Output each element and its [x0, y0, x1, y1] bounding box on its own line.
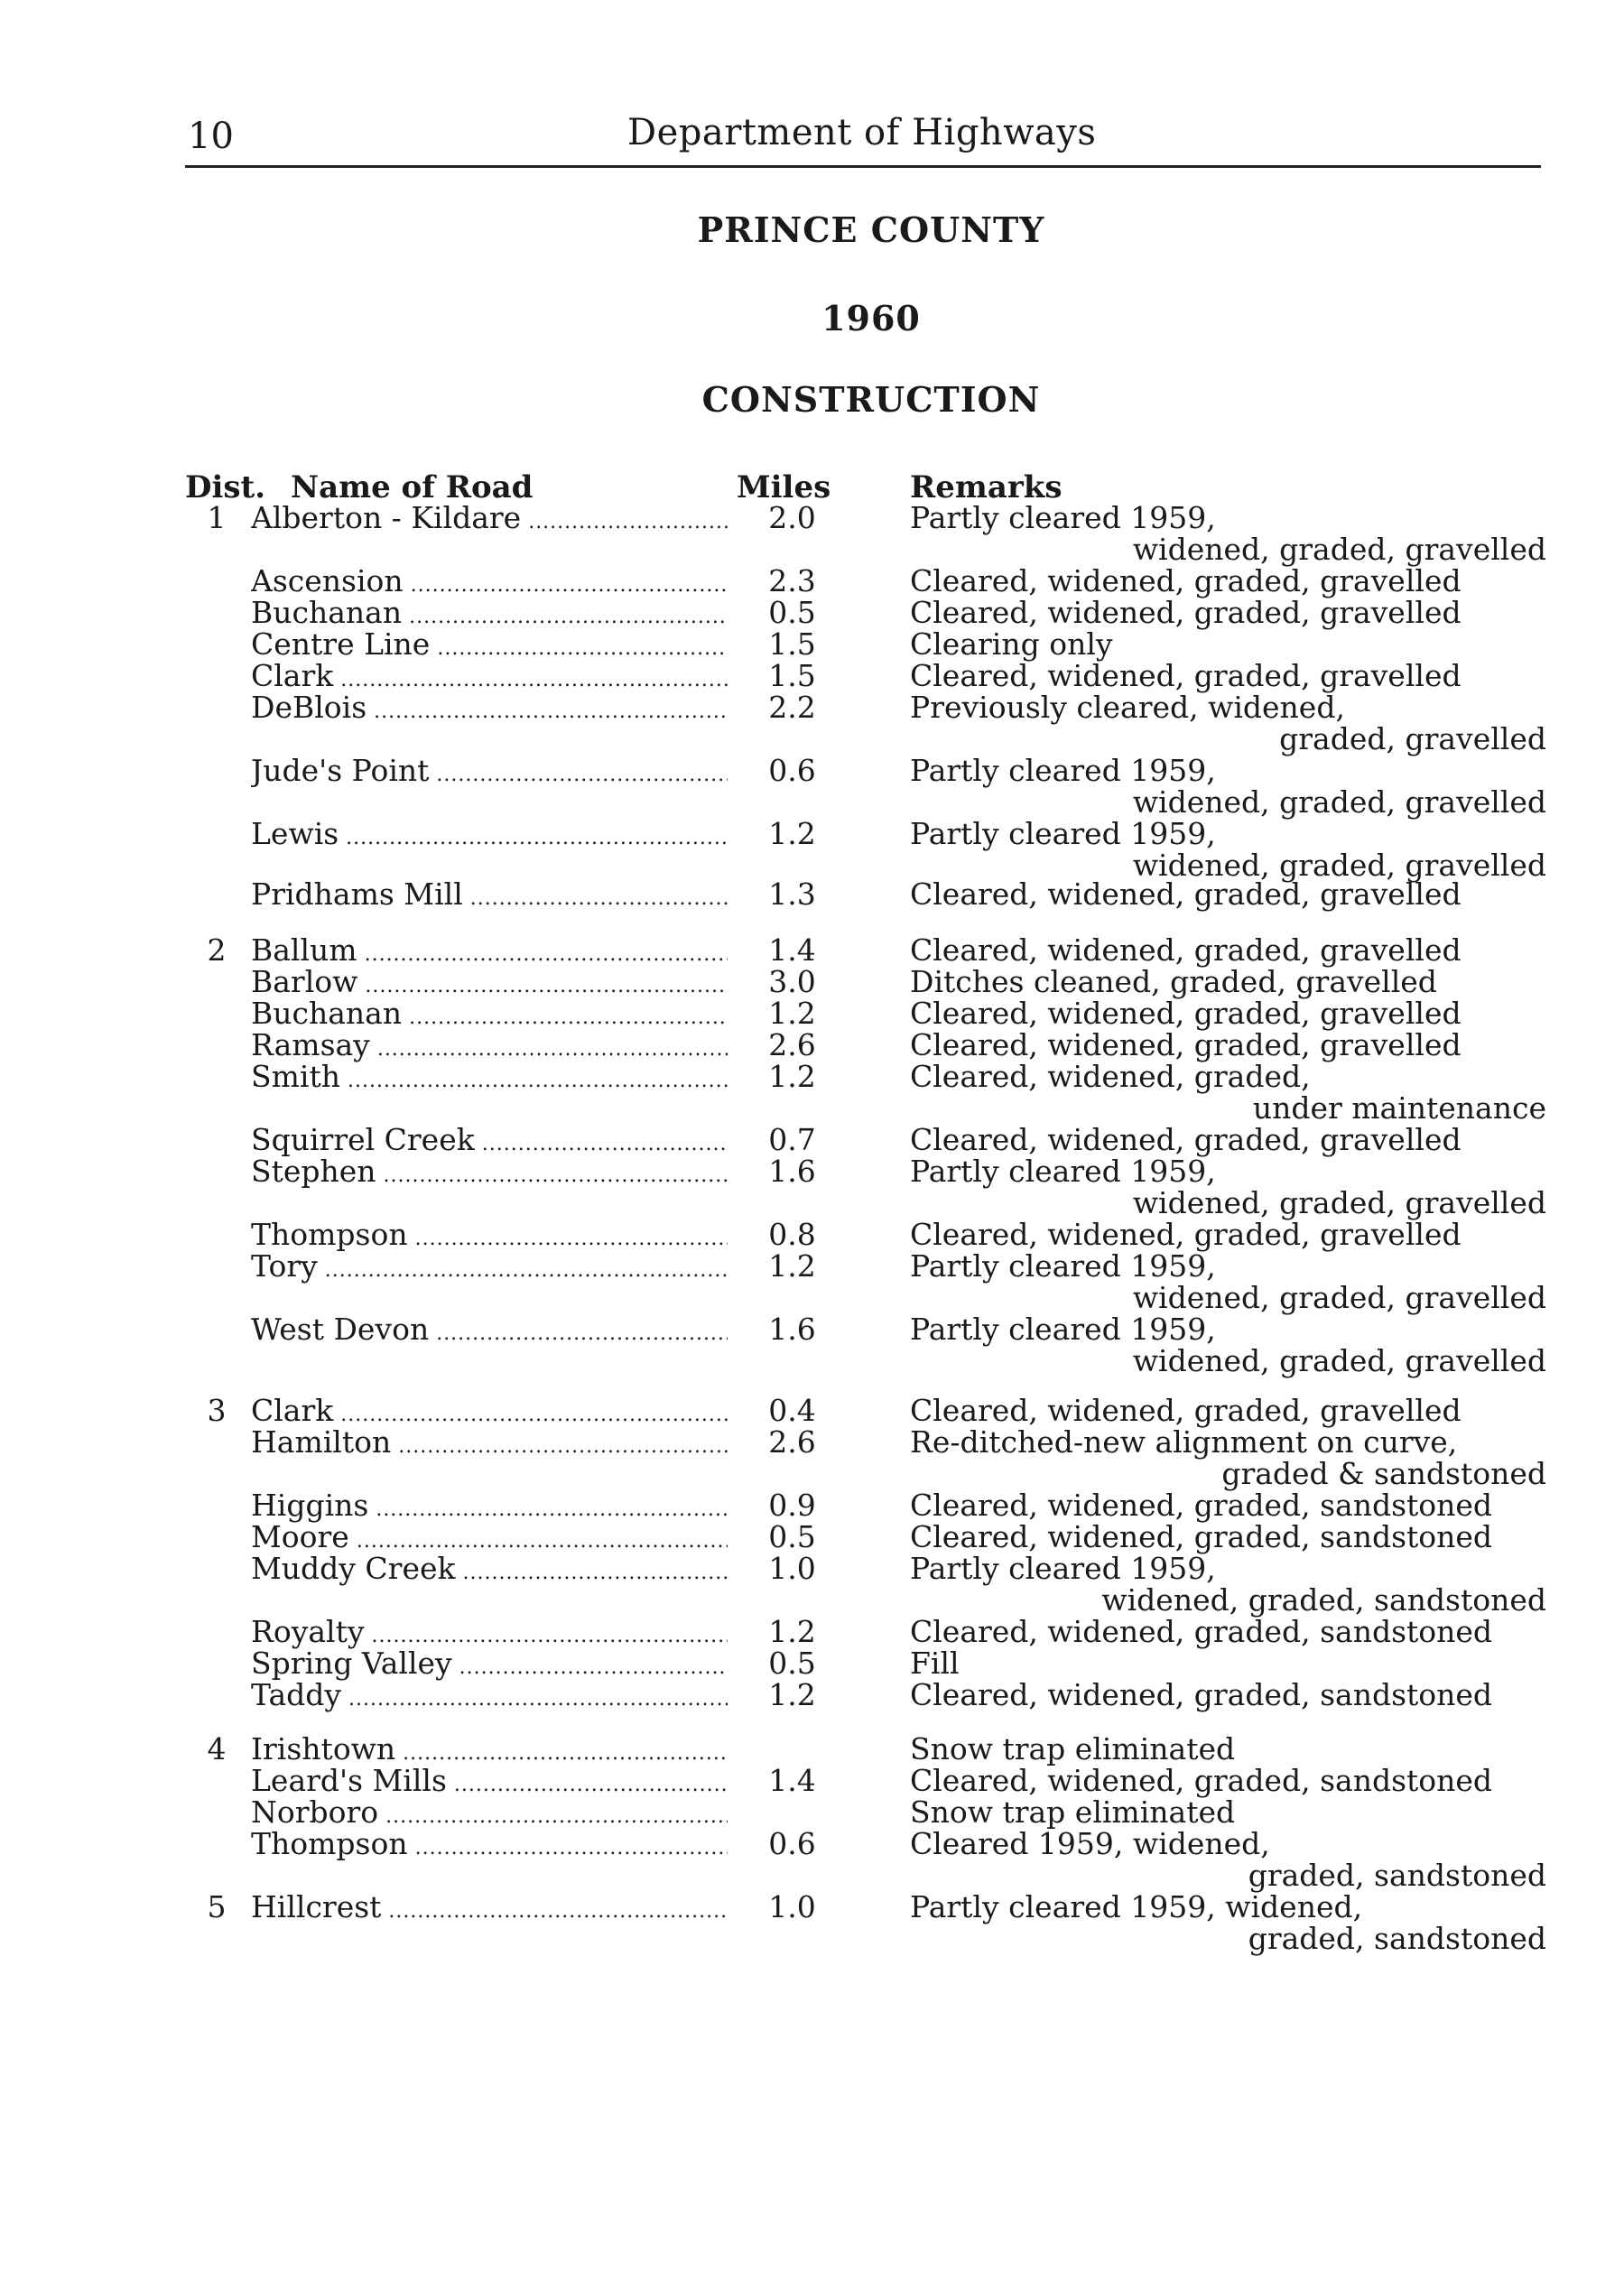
road-miles: 1.2 [768, 1059, 816, 1094]
remarks [910, 1489, 1546, 1521]
remarks-line-1: Partly cleared 1959, widened, [910, 1889, 1363, 1924]
running-title: Department of Highways [627, 112, 1097, 153]
column-header-dist: Dist. [185, 469, 266, 505]
road-miles: 1.4 [768, 1763, 816, 1798]
header-rule [185, 165, 1541, 168]
road-name: Clark ..... [251, 660, 728, 696]
district-number: 3 [207, 1393, 227, 1428]
road-miles: 0.5 [768, 595, 816, 630]
road-name: Tory ..... [251, 1250, 728, 1286]
remarks [910, 502, 1546, 565]
remarks-line-2: graded, sandstoned [1248, 1858, 1546, 1893]
remarks [910, 1029, 1546, 1061]
remarks-line-1: Re-ditched-new alignment on curve, [910, 1424, 1458, 1460]
road-name: Norboro ..... [251, 1796, 728, 1832]
road-miles: 0.4 [768, 1393, 816, 1428]
road-name: Leard's Mills ..... [251, 1765, 728, 1801]
road-miles: 3.0 [768, 964, 816, 999]
remarks [910, 1426, 1546, 1489]
remarks-line-1: Partly cleared 1959, [910, 1312, 1216, 1347]
road-miles: 1.5 [768, 658, 816, 693]
road-miles: 2.3 [768, 563, 816, 598]
remarks-line-1: Cleared, widened, graded, gravelled [910, 876, 1462, 912]
remarks-line-1: Partly cleared 1959, [910, 500, 1216, 535]
remarks [910, 755, 1546, 818]
road-miles: 1.3 [768, 876, 816, 912]
remarks [910, 660, 1546, 691]
road-name: Hamilton ..... [251, 1426, 728, 1462]
road-name: Moore ..... [251, 1521, 728, 1557]
district-number: 2 [207, 932, 227, 968]
remarks [910, 1313, 1546, 1377]
remarks [910, 1250, 1546, 1313]
remarks [910, 1124, 1546, 1155]
remarks-line-1: Cleared, widened, graded, [910, 1059, 1311, 1094]
remarks [910, 1891, 1546, 1954]
district-number: 1 [207, 500, 227, 535]
remarks [910, 934, 1546, 966]
road-miles: 1.2 [768, 996, 816, 1031]
road-miles: 1.0 [768, 1551, 816, 1586]
remarks [910, 1616, 1546, 1647]
remarks [910, 1521, 1546, 1553]
remarks-line-2: widened, graded, sandstoned [1101, 1582, 1546, 1618]
remarks [910, 1733, 1546, 1765]
road-name: Thompson ..... [251, 1219, 728, 1255]
remarks-line-2: widened, graded, gravelled [1132, 1343, 1546, 1378]
remarks [910, 565, 1546, 597]
remarks-line-1: Fill [910, 1646, 960, 1681]
remarks [910, 1828, 1546, 1891]
road-miles: 2.6 [768, 1424, 816, 1460]
remarks [910, 878, 1546, 910]
remarks-line-2: graded & sandstoned [1221, 1456, 1546, 1491]
remarks-line-1: Snow trap eliminated [910, 1794, 1236, 1830]
remarks-line-1: Cleared, widened, graded, gravelled [910, 1122, 1462, 1157]
remarks-line-2: under maintenance [1252, 1090, 1546, 1126]
remarks [910, 1219, 1546, 1250]
remarks [910, 1061, 1546, 1124]
remarks-line-1: Cleared, widened, graded, gravelled [910, 1217, 1462, 1252]
road-name: Squirrel Creek ..... [251, 1124, 728, 1160]
remarks-line-1: Cleared, widened, graded, gravelled [910, 658, 1462, 693]
remarks-line-1: Cleared, widened, graded, gravelled [910, 595, 1462, 630]
road-miles: 1.2 [768, 1677, 816, 1712]
remarks [910, 1796, 1546, 1828]
road-name: Clark ..... [251, 1395, 728, 1431]
remarks-line-2: widened, graded, gravelled [1132, 784, 1546, 820]
column-header-name: Name of Road [291, 469, 534, 505]
remarks-line-1: Partly cleared 1959, [910, 816, 1216, 851]
road-miles: 0.5 [768, 1519, 816, 1554]
road-miles: 1.2 [768, 1614, 816, 1649]
road-miles: 1.6 [768, 1312, 816, 1347]
year-title: 1960 [821, 298, 921, 338]
remarks [910, 628, 1546, 660]
road-name: Barlow ..... [251, 966, 728, 1002]
county-title: PRINCE COUNTY [697, 209, 1045, 250]
remarks-line-1: Cleared, widened, graded, gravelled [910, 563, 1462, 598]
road-miles: 2.6 [768, 1027, 816, 1062]
remarks [910, 1155, 1546, 1219]
remarks [910, 1647, 1546, 1679]
road-name: Ascension ..... [251, 565, 728, 601]
road-miles: 1.5 [768, 626, 816, 662]
remarks-line-2: widened, graded, gravelled [1132, 1185, 1546, 1220]
remarks-line-2: widened, graded, gravelled [1132, 848, 1546, 883]
column-header-miles: Miles [737, 469, 831, 505]
remarks [910, 1765, 1546, 1796]
road-name: Lewis ..... [251, 818, 728, 854]
remarks-line-1: Ditches cleaned, graded, gravelled [910, 964, 1437, 999]
remarks-line-1: Cleared, widened, graded, sandstoned [910, 1677, 1493, 1712]
road-name: Centre Line ..... [251, 628, 728, 664]
remarks-line-1: Cleared, widened, graded, gravelled [910, 996, 1462, 1031]
road-name: Buchanan ..... [251, 597, 728, 633]
road-name: Ramsay ..... [251, 1029, 728, 1065]
remarks [910, 997, 1546, 1029]
remarks-line-2: widened, graded, gravelled [1132, 532, 1546, 567]
road-name: Irishtown ..... [251, 1733, 728, 1769]
remarks-line-1: Snow trap eliminated [910, 1731, 1236, 1766]
road-name: Hillcrest ..... [251, 1891, 728, 1927]
district-number: 4 [207, 1731, 227, 1766]
road-name: Pridhams Mill ..... [251, 878, 728, 914]
remarks-line-1: Cleared, widened, graded, sandstoned [910, 1614, 1493, 1649]
remarks-line-1: Partly cleared 1959, [910, 753, 1216, 788]
road-miles: 1.4 [768, 932, 816, 968]
remarks [910, 1553, 1546, 1616]
remarks-line-1: Cleared, widened, graded, gravelled [910, 1393, 1462, 1428]
road-miles: 1.6 [768, 1154, 816, 1189]
remarks [910, 597, 1546, 628]
road-name: Spring Valley ..... [251, 1647, 728, 1683]
road-name: Buchanan ..... [251, 997, 728, 1034]
page-number: 10 [188, 116, 234, 157]
road-miles: 0.7 [768, 1122, 816, 1157]
road-miles: 1.2 [768, 816, 816, 851]
road-miles: 0.5 [768, 1646, 816, 1681]
remarks-line-2: graded, gravelled [1279, 721, 1546, 756]
road-name: Higgins ..... [251, 1489, 728, 1525]
road-name: Alberton - Kildare ..... [251, 502, 728, 538]
remarks [910, 1679, 1546, 1711]
remarks [910, 1395, 1546, 1426]
road-miles: 2.2 [768, 690, 816, 725]
column-header-remarks: Remarks [910, 469, 1063, 505]
remarks-line-2: graded, sandstoned [1248, 1921, 1546, 1956]
remarks-line-2: widened, graded, gravelled [1132, 1280, 1546, 1315]
remarks-line-1: Cleared, widened, graded, sandstoned [910, 1763, 1493, 1798]
road-name: Muddy Creek ..... [251, 1553, 728, 1589]
remarks-line-1: Cleared, widened, graded, gravelled [910, 932, 1462, 968]
remarks-line-1: Cleared, widened, graded, sandstoned [910, 1488, 1493, 1523]
road-miles: 2.0 [768, 500, 816, 535]
remarks [910, 818, 1546, 881]
road-name: DeBlois ..... [251, 691, 728, 728]
road-miles: 0.8 [768, 1217, 816, 1252]
remarks-line-1: Partly cleared 1959, [910, 1551, 1216, 1586]
remarks-line-1: Partly cleared 1959, [910, 1248, 1216, 1284]
remarks-line-1: Cleared, widened, graded, gravelled [910, 1027, 1462, 1062]
remarks-line-1: Clearing only [910, 626, 1113, 662]
remarks-line-1: Cleared 1959, widened, [910, 1826, 1270, 1861]
road-name: Royalty ..... [251, 1616, 728, 1652]
road-miles: 0.6 [768, 1826, 816, 1861]
remarks [910, 966, 1546, 997]
remarks-line-1: Cleared, widened, graded, sandstoned [910, 1519, 1493, 1554]
road-name: West Devon ..... [251, 1313, 728, 1349]
district-number: 5 [207, 1889, 227, 1924]
road-name: Stephen ..... [251, 1155, 728, 1191]
section-title: CONSTRUCTION [701, 379, 1041, 420]
remarks-line-1: Partly cleared 1959, [910, 1154, 1216, 1189]
remarks-line-1: Previously cleared, widened, [910, 690, 1345, 725]
road-miles: 0.6 [768, 753, 816, 788]
road-name: Taddy ..... [251, 1679, 728, 1715]
road-miles: 1.0 [768, 1889, 816, 1924]
remarks [910, 691, 1546, 755]
road-miles: 1.2 [768, 1248, 816, 1284]
road-name: Jude's Point ..... [251, 755, 728, 791]
road-name: Ballum ..... [251, 934, 728, 970]
road-miles: 0.9 [768, 1488, 816, 1523]
road-name: Thompson ..... [251, 1828, 728, 1864]
road-name: Smith ..... [251, 1061, 728, 1097]
